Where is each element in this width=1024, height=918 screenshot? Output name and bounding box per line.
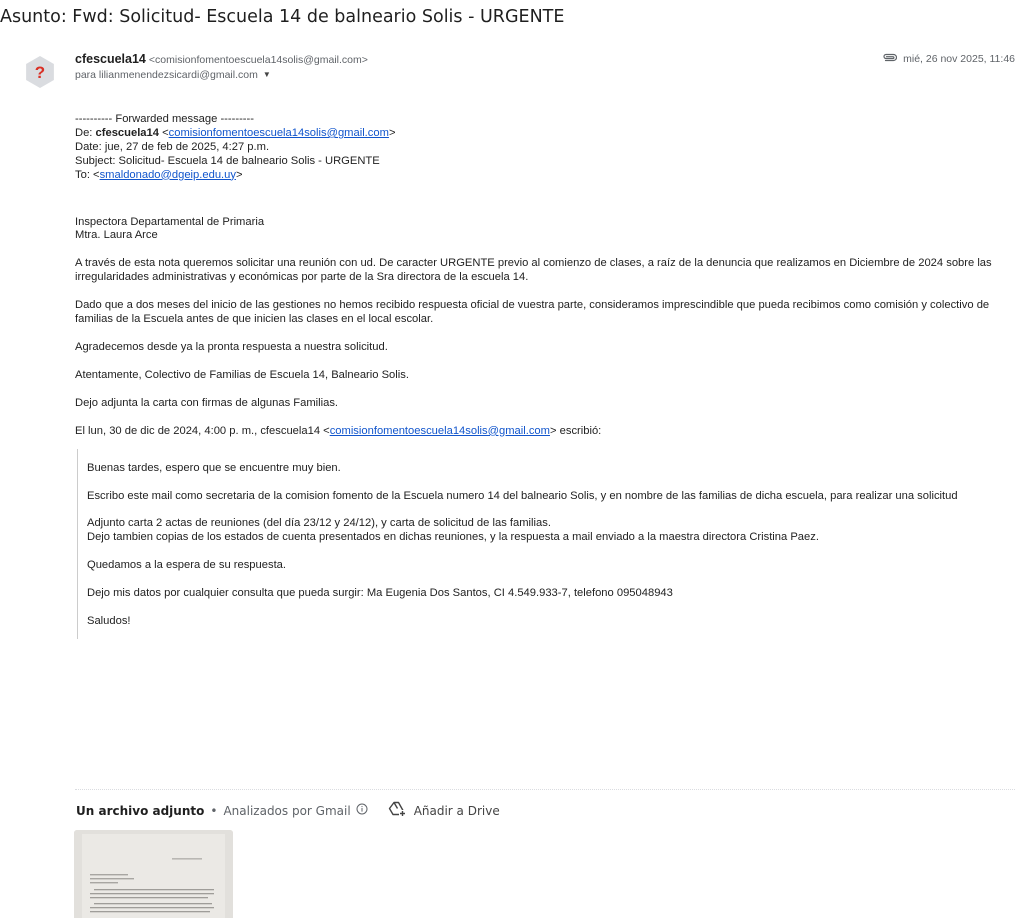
paragraph-5: Dejo adjunta la carta con firmas de algunas Familias. <box>75 396 339 409</box>
quote-line-6: Saludos! <box>87 615 131 628</box>
paperclip-icon <box>882 53 897 65</box>
chevron-down-icon[interactable]: ▼ <box>262 70 271 79</box>
quote-line-1: Buenas tardes, espero que se encuentre muy bien. <box>87 461 341 474</box>
forward-from: De: cfescuela14 <comisionfomentoescuela14solis@gmail.com> <box>75 126 396 139</box>
add-to-drive-button[interactable] <box>388 801 500 820</box>
quote-line-3a: Adjunto carta 2 actas de reuniones (del día 23/12 y 24/12), y carta de solicitud de las familias. <box>87 517 551 530</box>
recipient-text: para lilianmenendezsicardi@gmail.com <box>75 69 258 81</box>
sender-name[interactable]: cfescuela14 <box>75 52 146 66</box>
paragraph-1: A través de esta nota queremos solicitar una reunión con ud. De caracter URGENTE previo al comienzo de clases, a raíz de la denuncia que realizamos en Diciembre de 2024 sobre las irregularidades administrativas y económicas por parte de la Sra directora de la escuela 14. <box>75 257 992 284</box>
attachment-thumbnail[interactable] <box>74 830 233 918</box>
quote-intro-email-link[interactable]: comisionfomentoescuela14solis@gmail.com <box>329 424 550 437</box>
sender-line <box>75 52 368 66</box>
message-meta <box>882 53 1015 65</box>
quote-intro: El lun, 30 de dic de 2024, 4:00 p. m., cfescuela14 <comisionfomentoescuela14solis@gmail.com> escribió: <box>75 424 602 437</box>
forward-from-name: cfescuela14 <box>95 126 159 139</box>
sender-avatar[interactable] <box>24 56 56 88</box>
recipient-line[interactable] <box>75 69 271 81</box>
quote-line-4: Quedamos a la espera de su respuesta. <box>87 559 287 572</box>
message-date: mié, 26 nov 2025, 11:46 <box>903 53 1015 65</box>
add-to-drive-label: Añadir a Drive <box>413 803 500 818</box>
quote-line-5: Dejo mis datos por cualquier consulta que pueda surgir: Ma Eugenia Dos Santos, CI 4.549.933-7, telefono 095048943 <box>87 587 673 600</box>
forward-from-email-link[interactable]: comisionfomentoescuela14solis@gmail.com <box>168 126 389 139</box>
email-subject: Asunto: Fwd: Solicitud- Escuela 14 de balneario Solis - URGENTE <box>0 7 565 27</box>
avatar-glyph: ? <box>34 63 46 82</box>
addressee-line-2: Mtra. Laura Arce <box>75 229 158 242</box>
info-icon[interactable] <box>356 803 368 818</box>
add-to-drive-icon <box>388 801 406 820</box>
quote-line-2: Escribo este mail como secretaria de la comision fomento de la Escuela numero 14 del balneario Solis, y en nombre de las familias de dicha escuela, para realizar una solicitud <box>87 489 958 502</box>
quoted-message <box>77 449 1020 639</box>
paragraph-4: Atentamente, Colectivo de Familias de Escuela 14, Balneario Solis. <box>75 368 409 381</box>
forward-subject: Subject: Solicitud- Escuela 14 de balneario Solis - URGENTE <box>75 154 380 167</box>
quote-line-3b: Dejo tambien copias de los estados de cuenta presentados en dichas reuniones, y la respuesta a mail enviado a la maestra directora Cristina Paez. <box>87 531 819 544</box>
attachments-divider <box>75 789 1015 790</box>
addressee-line-1: Inspectora Departamental de Primaria <box>75 215 265 228</box>
attachments-separator: • <box>210 803 218 818</box>
forward-separator: ---------- Forwarded message --------- <box>75 113 254 125</box>
sender-email: <comisionfomentoescuela14solis@gmail.com> <box>148 54 368 66</box>
paragraph-2: Dado que a dos meses del inicio de las gestiones no hemos recibido respuesta oficial de vuestra parte, consideramos imprescindible que pueda recibimos como comisión y colectivo de familias de la Escuela antes de que inicien las clases en el local escolar. <box>75 299 990 326</box>
scanned-by-gmail: Analizados por Gmail <box>223 803 351 818</box>
forward-to-email-link[interactable]: smaldonado@dgeip.edu.uy <box>99 168 236 181</box>
unknown-sender-icon <box>24 56 56 88</box>
forward-date: Date: jue, 27 de feb de 2025, 4:27 p.m. <box>75 140 270 153</box>
attachments-title: Un archivo adjunto <box>76 803 205 818</box>
message-body <box>75 113 1020 639</box>
document-preview-image <box>74 830 233 918</box>
forward-to: To: <smaldonado@dgeip.edu.uy> <box>75 168 243 181</box>
paragraph-3: Agradecemos desde ya la pronta respuesta a nuestra solicitud. <box>75 340 388 353</box>
attachments-header <box>76 801 500 820</box>
